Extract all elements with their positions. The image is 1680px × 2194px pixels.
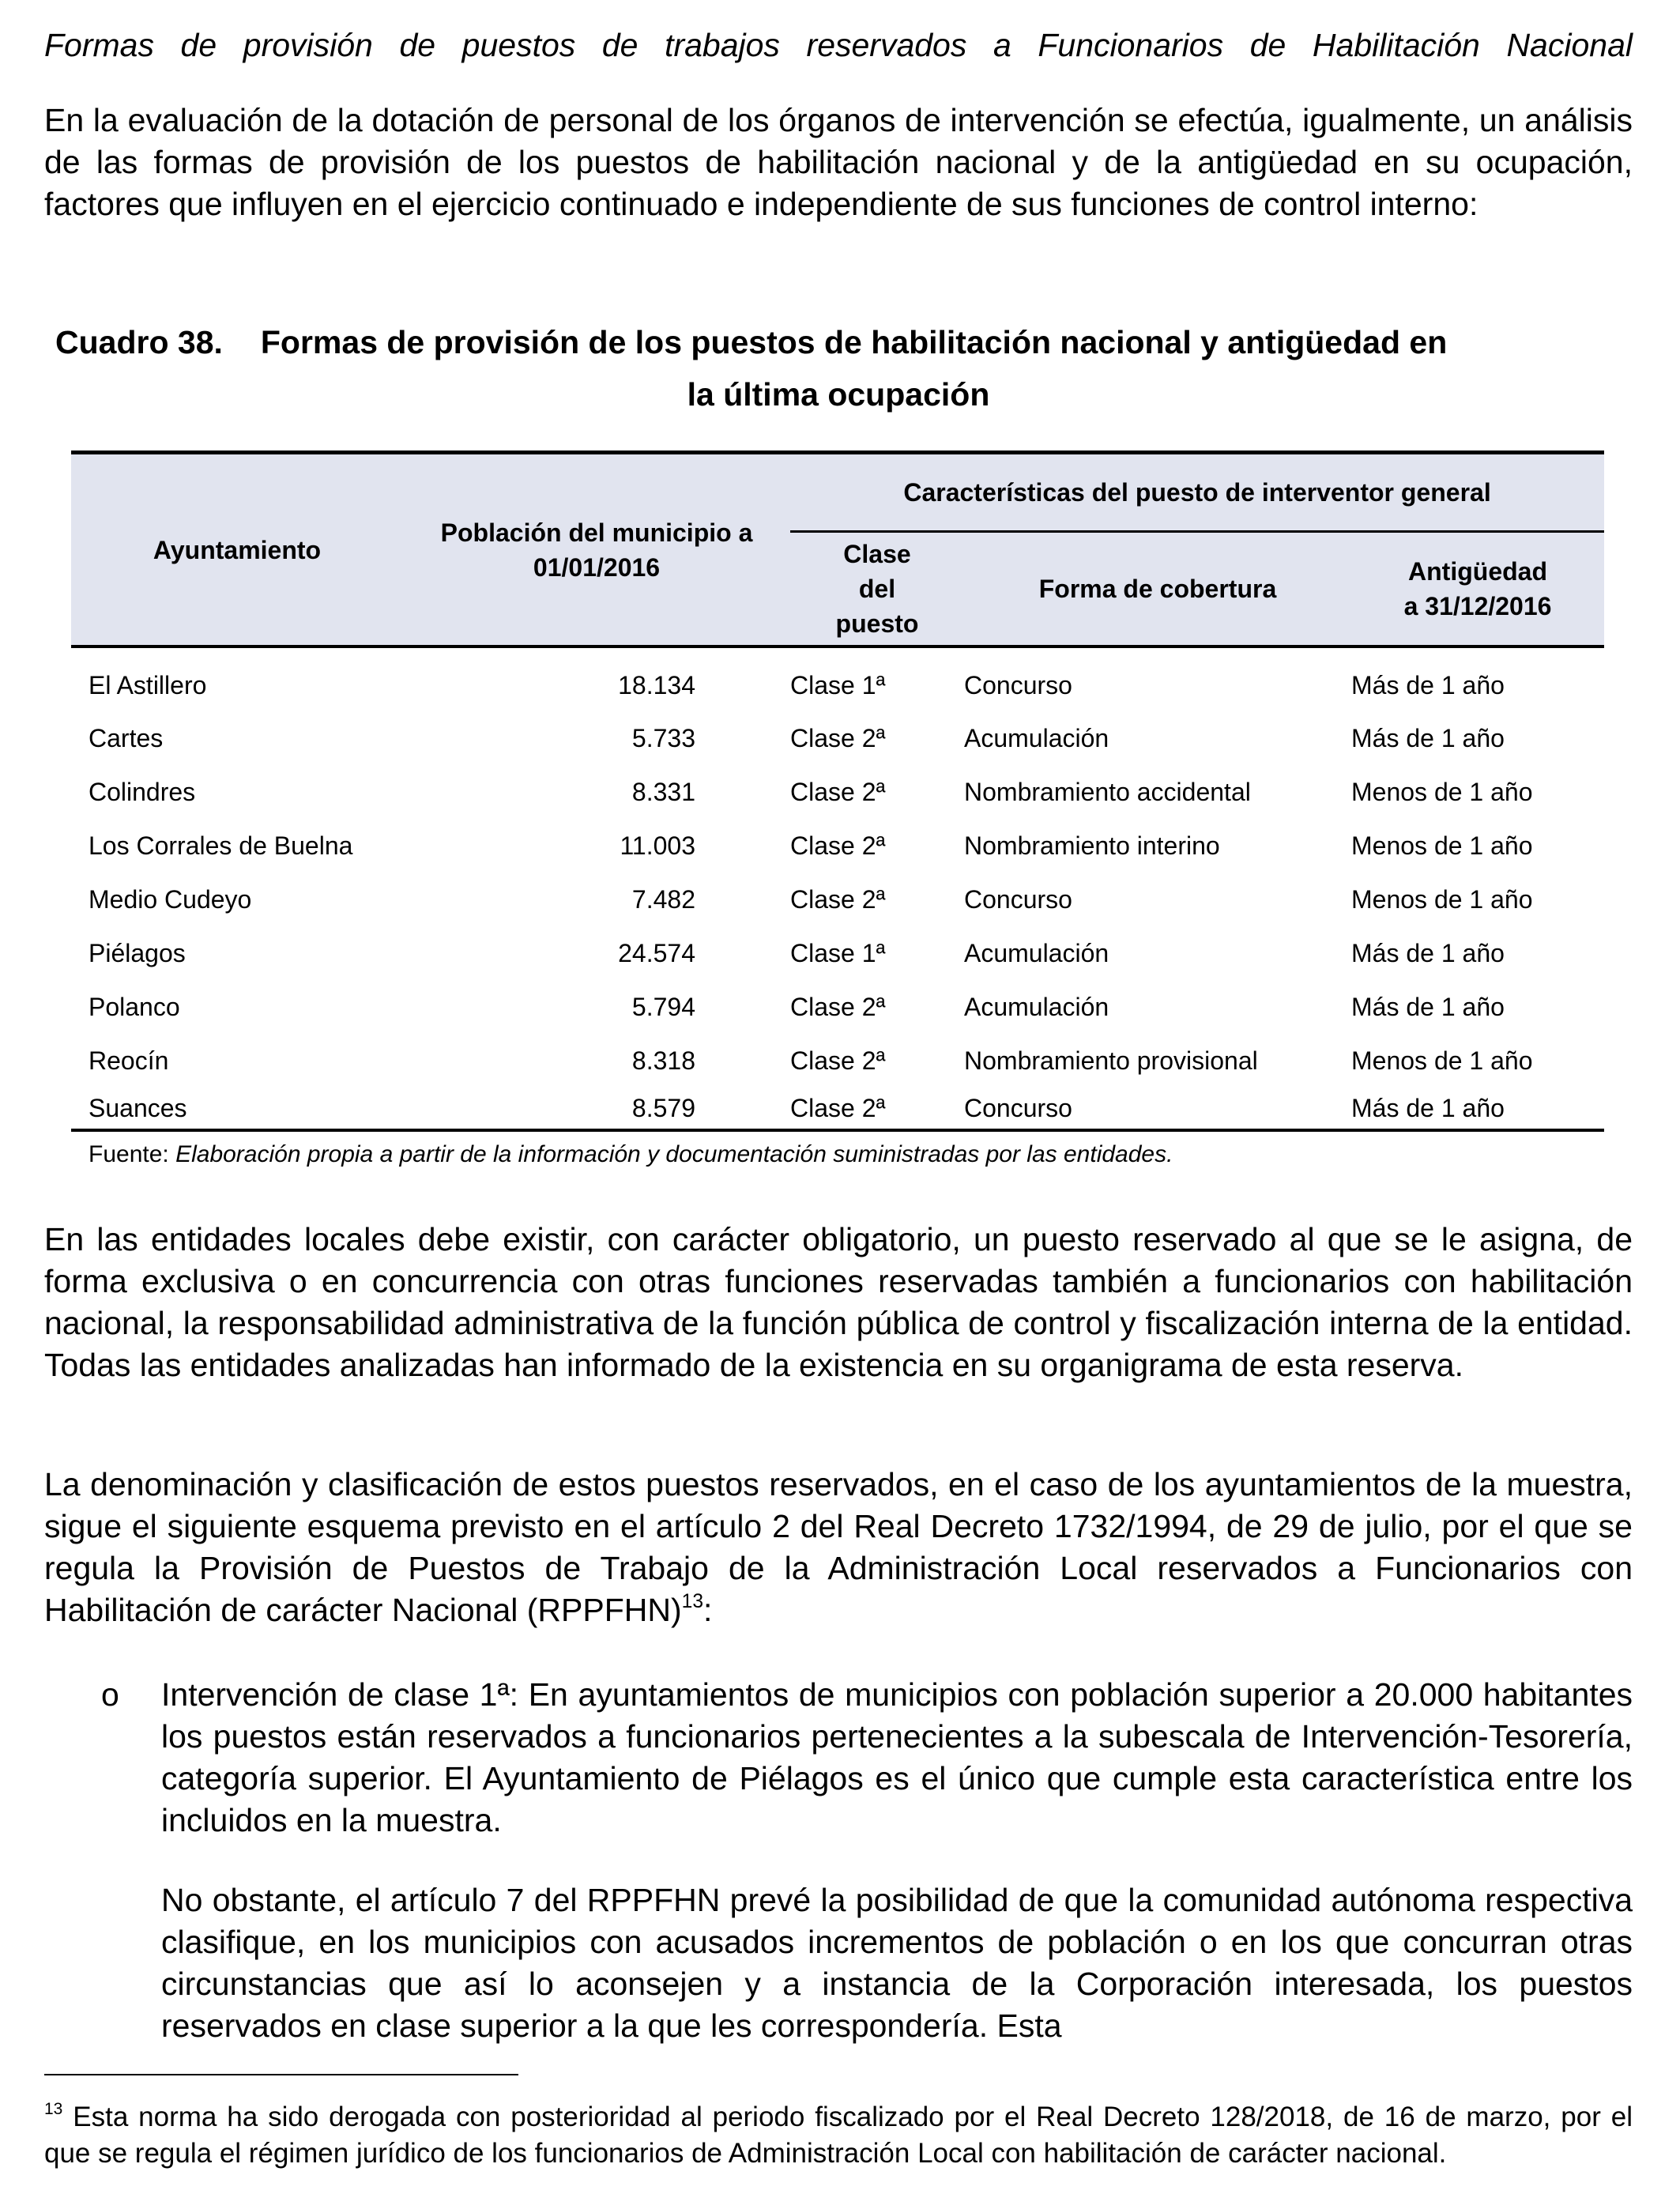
cell-forma: Concurso — [964, 670, 1072, 699]
cell-antiguedad: Más de 1 año — [1351, 1088, 1604, 1130]
cell-forma: Nombramiento provisional — [964, 1046, 1258, 1075]
cell-ayuntamiento: Los Corrales de Buelna — [89, 831, 353, 860]
table-row — [71, 765, 1604, 819]
cell-clase: Clase 2ª — [790, 1046, 886, 1075]
cell-ayuntamiento: El Astillero — [89, 670, 207, 699]
cell-forma: Nombramiento interino — [964, 831, 1220, 860]
cell-ayuntamiento: Piélagos — [89, 938, 186, 967]
section-heading: Formas de provisión de puestos de trabajos reservados a Funcionarios de Habilitación Nacional — [44, 27, 1633, 63]
cell-forma: Acumulación — [964, 992, 1109, 1021]
cell-clase: Clase 2ª — [790, 831, 886, 860]
table-caption — [44, 316, 1633, 420]
cell-ayuntamiento: Reocín — [89, 1046, 169, 1075]
cell-poblacion: 18.134 — [618, 670, 695, 699]
table-row — [71, 1034, 1604, 1088]
cell-antiguedad: Menos de 1 año — [1351, 1046, 1533, 1075]
cell-poblacion: 8.318 — [631, 1046, 695, 1075]
header-group: Características del puesto de interventor general — [790, 453, 1604, 532]
cell-forma: Acumulación — [964, 938, 1109, 967]
paragraph-entidades: En las entidades locales debe existir, con carácter obligatorio, un puesto reservado al que se le asigna, de forma exclusiva o en concurrencia con otras funciones reservadas también a funcionarios con habilitación nacional, la responsabilidad administrativa de la función pública de control y fiscalización interna de la entidad. Todas las entidades analizadas han informado de la existencia en su organigrama de esta reserva. — [44, 1221, 1633, 1383]
table-row — [71, 1088, 1604, 1130]
cell-clase: Clase 2ª — [790, 992, 886, 1021]
cell-clase: Clase 2ª — [790, 723, 886, 752]
table-body — [71, 647, 1604, 1130]
cell-clase: Clase 2ª — [790, 777, 886, 806]
cell-ayuntamiento: Cartes — [89, 723, 164, 752]
paragraph-denominacion — [44, 1464, 1633, 1631]
paragraph-denominacion-text: La denominación y clasificación de estos puestos reservados, en el caso de los ayuntamientos de la muestra, sigue el siguiente esquema previsto en el artículo 2 del Real Decreto 1732/1994, de 29 de julio, por el que se regula la Provisión de Puestos de Trabajo de la Administración Local reservados a Funcionarios con Habilitación de carácter Nacional (RPPFHN) — [44, 1466, 1633, 1628]
header-clase: Clase del puesto — [790, 532, 964, 647]
intro-paragraph: En la evaluación de la dotación de personal de los órganos de intervención se efectúa, igualmente, un análisis de las formas de provisión de los puestos de habilitación nacional y de la antigüedad en su ocupación, factores que influyen en el ejercicio continuado e independiente de sus funciones de control interno: — [44, 102, 1633, 222]
cell-forma: Nombramiento accidental — [964, 777, 1251, 806]
cell-clase: Clase 2ª — [790, 884, 886, 914]
cell-forma: Concurso — [964, 1088, 1351, 1130]
table-row — [71, 819, 1604, 873]
table-row — [71, 711, 1604, 765]
caption-title-line1: Formas de provisión de los puestos de habilitación nacional y antigüedad en — [260, 324, 1448, 360]
footnote — [44, 2099, 1633, 2172]
cell-antiguedad: Menos de 1 año — [1351, 831, 1533, 860]
cell-antiguedad: Más de 1 año — [1351, 938, 1505, 967]
cell-clase: Clase 1ª — [790, 670, 886, 699]
cell-poblacion: 11.003 — [620, 831, 695, 860]
bullet-clase1: Intervención de clase 1ª: En ayuntamientos de municipios con población superior a 20.000 habitantes los puestos están reservados a funcionarios pertenecientes a la subescala de Intervención-Tesorería, categoría superior. El Ayuntamiento de Piélagos es el único que cumple esta característica entre los incluidos en la muestra. — [161, 1676, 1633, 1838]
cell-antiguedad: Más de 1 año — [1351, 670, 1505, 699]
footnote-text: Esta norma ha sido derogada con posterioridad al periodo fiscalizado por el Real Decreto 128/2018, de 16 de marzo, por el que se regula el régimen jurídico de los funcionarios de Administración Local con habilitación de carácter nacional. — [44, 2102, 1633, 2169]
cell-poblacion: 8.579 — [403, 1088, 790, 1130]
header-poblacion: Población del municipio a 01/01/2016 — [403, 453, 790, 647]
cell-poblacion: 7.482 — [631, 884, 695, 914]
cell-clase: Clase 2ª — [790, 1088, 964, 1130]
source-text: Elaboración propia a partir de la información y documentación suministradas por las entidades. — [175, 1141, 1173, 1167]
cell-antiguedad: Menos de 1 año — [1351, 777, 1533, 806]
cell-antiguedad: Más de 1 año — [1351, 992, 1505, 1021]
table-row — [71, 926, 1604, 980]
cell-antiguedad: Menos de 1 año — [1351, 884, 1533, 914]
caption-title-line2: la última ocupación — [687, 376, 990, 413]
caption-label: Cuadro 38. — [55, 324, 223, 360]
cell-poblacion: 24.574 — [618, 938, 695, 967]
footnote-ref: 13 — [681, 1590, 703, 1612]
header-antiguedad: Antigüedad a 31/12/2016 — [1351, 532, 1604, 647]
cell-ayuntamiento: Colindres — [89, 777, 196, 806]
source-label: Fuente: — [89, 1141, 169, 1167]
cell-poblacion: 8.331 — [631, 777, 695, 806]
table-row — [71, 980, 1604, 1034]
bullet-marker: o — [101, 1676, 119, 1713]
cell-ayuntamiento: Polanco — [89, 992, 180, 1021]
header-ayuntamiento: Ayuntamiento — [71, 453, 403, 647]
cell-forma: Acumulación — [964, 723, 1109, 752]
cell-poblacion: 5.794 — [631, 992, 695, 1021]
cell-poblacion: 5.733 — [631, 723, 695, 752]
table-source — [89, 1139, 1173, 1171]
footnote-divider — [44, 2074, 518, 2075]
table-row — [71, 873, 1604, 926]
cell-antiguedad: Más de 1 año — [1351, 723, 1505, 752]
paragraph-denominacion-end: : — [703, 1592, 713, 1628]
header-forma: Forma de cobertura — [964, 532, 1351, 647]
cell-ayuntamiento: Suances — [71, 1088, 403, 1130]
cell-forma: Concurso — [964, 884, 1072, 914]
provision-table — [71, 450, 1604, 1132]
cell-clase: Clase 1ª — [790, 938, 886, 967]
paragraph-no-obstante: No obstante, el artículo 7 del RPPFHN prevé la posibilidad de que la comunidad autónoma respectiva clasifique, en los municipios con acusados incrementos de población o en los que concurran otras circunstancias que así lo aconsejen y a instancia de la Corporación interesada, los puestos reservados en clase superior a la que les correspondería. Esta — [161, 1882, 1633, 2044]
table-row — [71, 647, 1604, 711]
footnote-number: 13 — [44, 2100, 63, 2119]
cell-ayuntamiento: Medio Cudeyo — [89, 884, 252, 914]
